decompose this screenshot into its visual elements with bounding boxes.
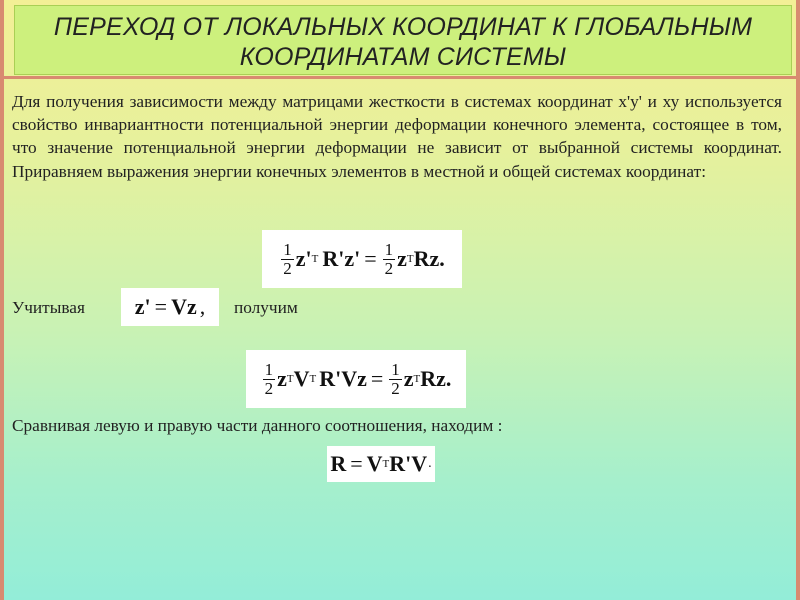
title-line-2: КООРДИНАТАМ СИСТЕМЫ <box>239 43 567 71</box>
considering-label: Учитывая <box>12 298 85 317</box>
title-line-1: ПЕРЕХОД ОТ ЛОКАЛЬНЫХ КООРДИНАТ К ГЛОБАЛЬНЫМ <box>53 13 753 41</box>
formula-transformed-energy: $\frac{1}{2}$ z T V T R'Vz = $\frac{1}{2}$ z T Rz. <box>246 350 466 408</box>
fraction-half-right: $\frac{1}{2}$ <box>384 239 394 278</box>
formula-substitution: z' = Vz , <box>121 288 219 326</box>
formula-global-stiffness: R = V T R'V . <box>327 446 435 482</box>
compare-text: Сравнивая левую и правую части данного соотношения, находим : <box>12 416 503 435</box>
obtain-label: получим <box>234 298 298 317</box>
slide-title <box>14 5 792 75</box>
fraction-half-3-right: $\frac{1}{2}$ <box>391 359 400 398</box>
formula-energy-equality: $\frac{1}{2}$ z' T R'z' = $\frac{1}{2}$ z T Rz. <box>262 230 462 288</box>
intro-paragraph: Для получения зависимости между матрицами жесткости в системах координат х'у' и ху используется свойство инвариантности потенциальной энергии деформации конечного элемента, состоящее в том, что значение потенциальной энергии деформации не зависит от выбранной системы координат. Приравняем выражения энергии конечных элементов в местной и общей системах координат: <box>12 92 782 181</box>
fraction-half-3: $\frac{1}{2}$ <box>264 359 274 398</box>
fraction-half: $\frac{1}{2}$ <box>283 239 292 278</box>
title-divider <box>4 76 800 79</box>
